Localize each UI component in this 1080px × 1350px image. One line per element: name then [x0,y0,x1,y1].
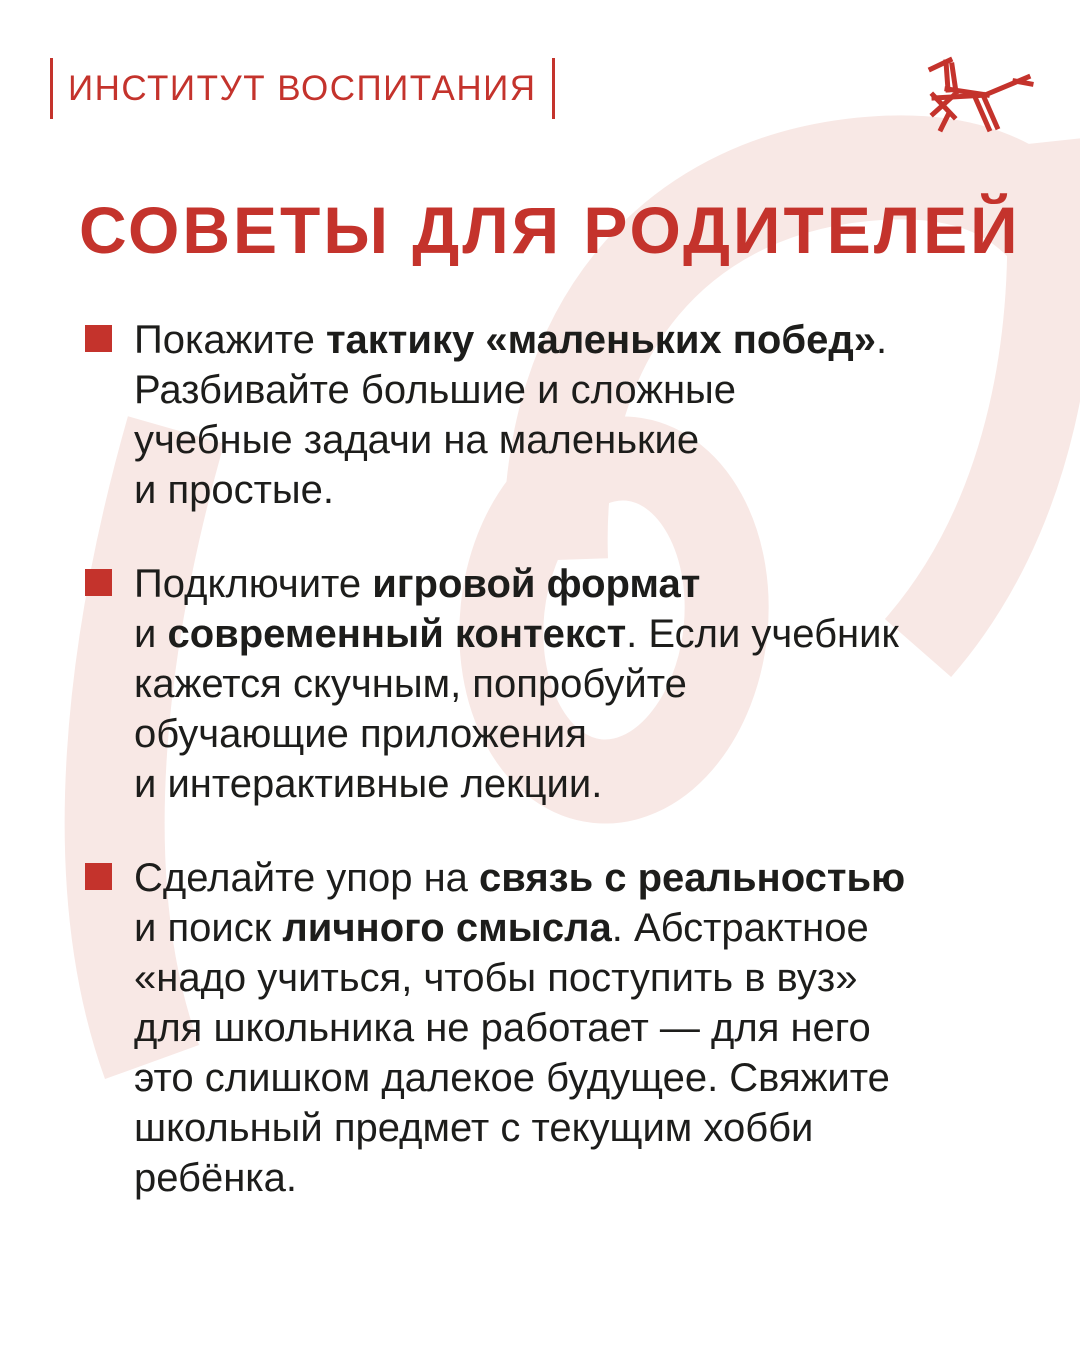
bullet-item [85,315,1040,515]
bullet-text: Покажите тактику «маленьких побед». Разбивайте большие и сложные учебные задачи на маленькие и простые. [134,318,888,512]
bullet-list [85,315,1040,1247]
bullet-text: Сделайте упор на связь с реальностью и поиск личного смысла. Абстрактное «надо учиться, чтобы поступить в вуз» для школьника не работает — для него это слишком далекое будущее. Свяжите школьный предмет с текущим хобби ребёнка. [134,856,906,1200]
bullet-item [85,559,1040,809]
red-square-bullet-icon [85,325,112,352]
brand-label: ИНСТИТУТ ВОСПИТАНИЯ [50,58,555,119]
red-square-bullet-icon [85,863,112,890]
page-title: СОВЕТЫ ДЛЯ РОДИТЕЛЕЙ [79,193,1021,267]
horse-logo-icon [927,50,1042,140]
header [50,58,1042,140]
red-square-bullet-icon [85,569,112,596]
bullet-text: Подключите игровой формат и современный контекст. Если учебник кажется скучным, попробуйте обучающие приложения и интерактивные лекции. [134,562,899,806]
bullet-item [85,853,1040,1203]
